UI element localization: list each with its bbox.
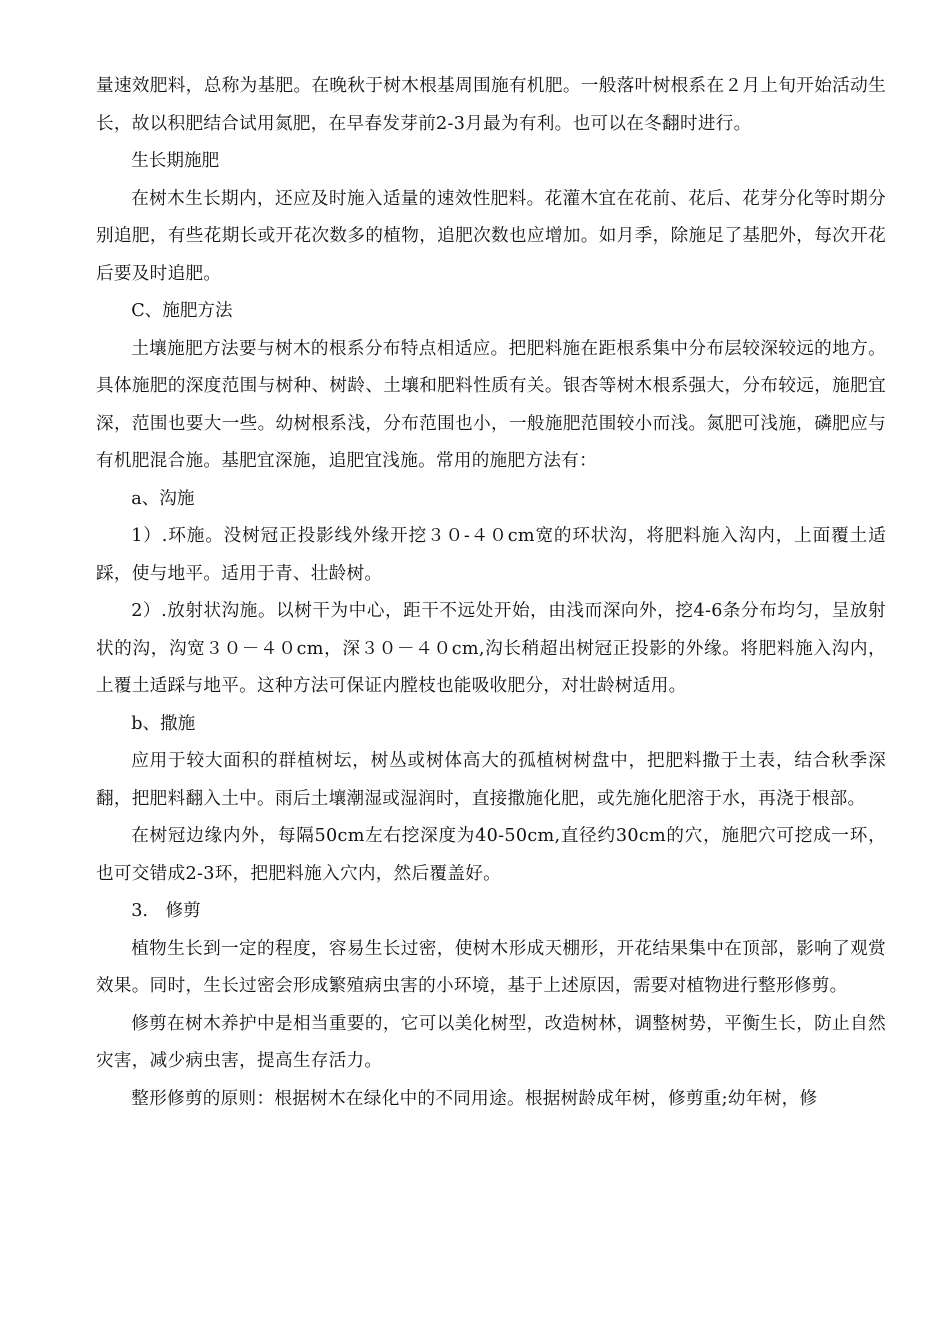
paragraph-pruning-importance: 修剪在树木养护中是相当重要的，它可以美化树型，改造树林，调整树势，平衡生长，防止自然灾害，减少病虫害，提高生存活力。 [96,1013,886,1071]
heading-pruning: 3. 修剪 [131,901,201,921]
paragraph-base-fertilizer: 量速效肥料，总称为基肥。在晚秋于树木根基周围施有机肥。一般落叶树根系在２月上旬开始活动生长，故以积肥结合试用氮肥，在早春发芽前2-3月最为有利。也可以在冬翻时进行。 [96,76,886,134]
paragraph-pruning-reason: 植物生长到一定的程度，容易生长过密，使树木形成天棚形，开花结果集中在顶部，影响了观赏效果。同时，生长过密会形成繁殖病虫害的小环境，基于上述原因，需要对植物进行整形修剪。 [96,938,886,996]
paragraph-soil-fertilizing: 土壤施肥方法要与树木的根系分布特点相适应。把肥料施在距根系集中分布层较深较远的地方。具体施肥的深度范围与树种、树龄、土壤和肥料性质有关。银杏等树木根系强大，分布较远，施肥宜深，范围也要大一些。幼树根系浅，分布范围也小，一般施肥范围较小而浅。氮肥可浅施，磷肥应与有机肥混合施。基肥宜深施，追肥宜浅施。常用的施肥方法有： [96,338,886,471]
heading-broadcast-application: b、撒施 [131,713,196,734]
paragraph-radial-trench: 2）.放射状沟施。以树干为中心，距干不远处开始，由浅而深向外，挖4-6条分布均匀，呈放射状的沟，沟宽３０－４０cm，深３０－４０cm,沟长稍超出树冠正投影的外缘。将肥料施入沟内，上覆土适踩与地平。这种方法可保证内膛枝也能吸收肥分，对壮龄树适用。 [96,601,886,696]
heading-growth-fertilizing: 生长期施肥 [131,151,220,171]
heading-fertilizing-methods: C、施肥方法 [131,301,233,321]
paragraph-broadcast: 应用于较大面积的群植树坛，树丛或树体高大的孤植树树盘中，把肥料撒于土表，结合秋季深翻，把肥料翻入土中。雨后土壤潮湿或湿润时，直接撒施化肥，或先施化肥溶于水，再浇于根部。 [96,751,886,809]
paragraph-hole-application: 在树冠边缘内外，每隔50cm左右挖深度为40-50cm,直径约30cm的穴，施肥穴可挖成一环，也可交错成2-3环，把肥料施入穴内，然后覆盖好。 [96,826,886,884]
document-page [96,68,886,1118]
paragraph-pruning-principles: 整形修剪的原则：根据树木在绿化中的不同用途。根据树龄成年树，修剪重;幼年树，修 [131,1088,818,1109]
paragraph-ring-trench: 1）.环施。没树冠正投影线外缘开挖３０-４０cm宽的环状沟，将肥料施入沟内，上面覆土适踩，使与地平。适用于青、壮龄树。 [96,526,886,584]
heading-trench-application: a、沟施 [131,488,195,509]
paragraph-growth-fertilizing: 在树木生长期内，还应及时施入适量的速效性肥料。花灌木宜在花前、花后、花芽分化等时期分别追肥，有些花期长或开花次数多的植物，追肥次数也应增加。如月季，除施足了基肥外，每次开花后要及时追肥。 [96,188,886,284]
